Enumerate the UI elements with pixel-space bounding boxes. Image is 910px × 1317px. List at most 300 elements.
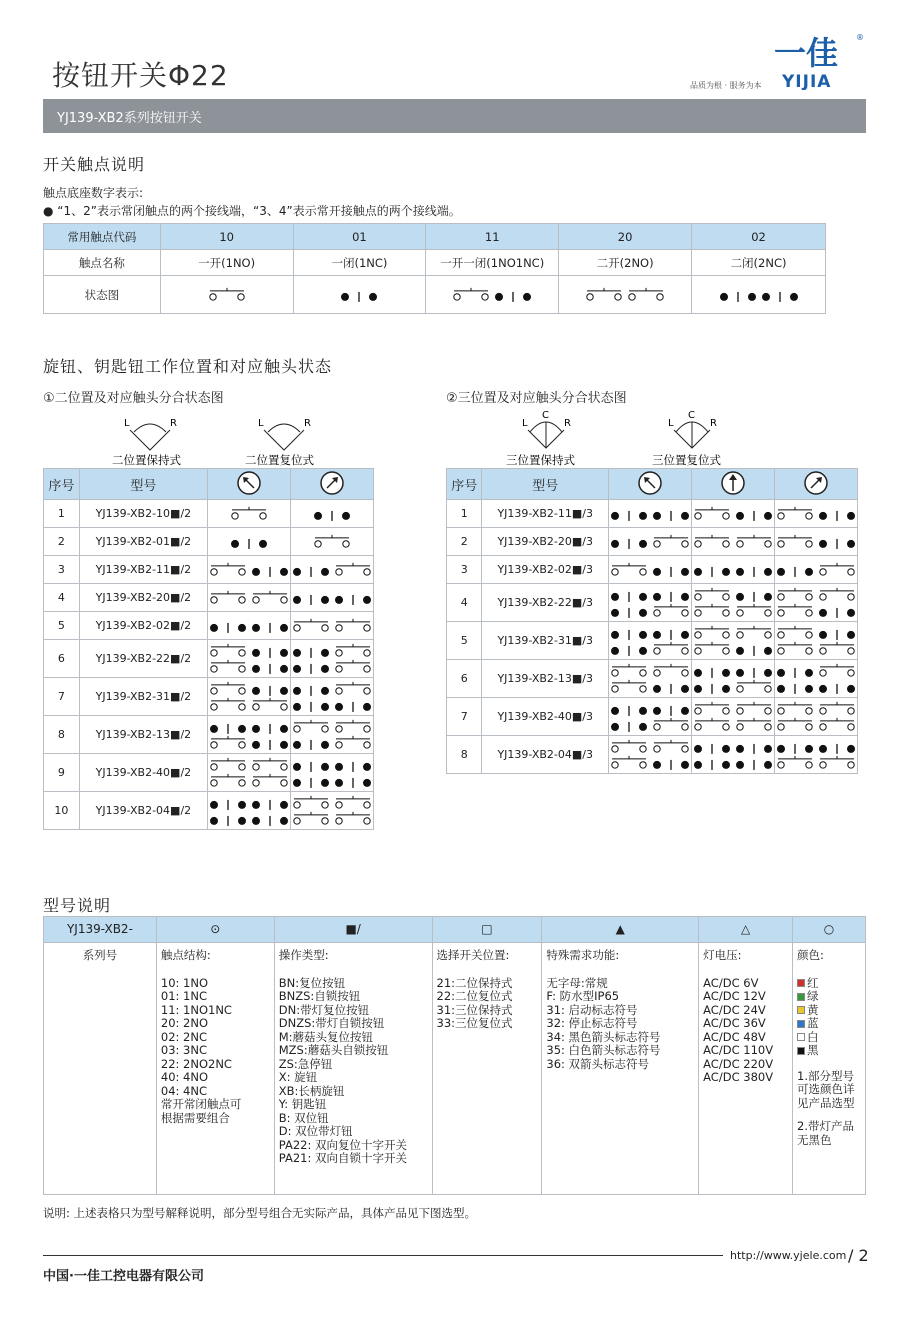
- open-contact-symbol: [695, 506, 729, 518]
- color-swatch: [797, 1006, 805, 1014]
- open-contact-symbol: [211, 697, 245, 709]
- contacts-bullet: ● “1、2”表示常闭触点的两个接线端，“3、4”表示常开接触点的两个接线端。: [43, 204, 461, 218]
- open-contact-symbol: [737, 701, 771, 713]
- state-cell: [290, 792, 373, 830]
- open-contact-symbol: [336, 562, 370, 574]
- contact-code: 02: [692, 224, 826, 250]
- closed-contact-symbol: [314, 510, 350, 520]
- contact-state-diagram: [229, 504, 269, 524]
- state-cell: [608, 622, 691, 660]
- contact-state-diagram: [609, 661, 691, 697]
- list-item: 常开常闭触点可: [160, 1097, 242, 1111]
- closed-contact-symbol: [653, 683, 689, 693]
- table-row: [447, 660, 858, 698]
- open-contact-symbol: [778, 506, 812, 518]
- list-item: ZS:急停钮: [278, 1056, 333, 1071]
- contact-state-diagram: [609, 532, 691, 552]
- closed-contact-symbol: [210, 622, 246, 632]
- model-heading: 型号说明: [43, 896, 112, 915]
- contact-state-diagram: [718, 285, 800, 305]
- open-contact-symbol: [336, 795, 370, 807]
- two-pos-diagram: [100, 410, 340, 468]
- closed-contact-symbol: [736, 667, 772, 677]
- closed-contact-symbol: [611, 645, 647, 655]
- state-cell: [774, 736, 857, 774]
- state-cell: [608, 584, 691, 622]
- closed-contact-symbol: [777, 667, 813, 677]
- list-item: AC/DC 48V: [703, 1029, 766, 1044]
- contact-state-diagram: [609, 623, 691, 659]
- contact-state-diagram: [692, 504, 774, 524]
- contacts-intro: 触点底座数字表示:: [43, 186, 144, 200]
- state-cell: [774, 622, 857, 660]
- closed-contact-symbol: [777, 566, 813, 576]
- open-contact-symbol: [778, 587, 812, 599]
- table-row: [44, 678, 374, 716]
- model-symbol: △: [699, 917, 793, 943]
- closed-contact-symbol: [252, 647, 288, 657]
- closed-contact-symbol: [653, 629, 689, 639]
- open-contact-symbol: [654, 717, 688, 729]
- list-item: XB:长柄旋钮: [278, 1083, 345, 1098]
- closed-contact-symbol: [252, 799, 288, 809]
- pos-label: L: [522, 418, 528, 429]
- rotary-heading: 旋钮、钥匙钮工作位置和对应触头状态: [43, 357, 333, 376]
- list-item: Y: 钥匙钮: [278, 1097, 327, 1111]
- list-item: 31: 启动标志符号: [546, 1002, 638, 1017]
- contact-structure-cell: [156, 943, 274, 1195]
- open-contact-symbol: [336, 811, 370, 823]
- list-item: 36: 双箭头标志符号: [546, 1056, 650, 1071]
- contact-state-diagram: [609, 585, 691, 621]
- pos-label: L: [668, 418, 674, 429]
- row-label: 常用触点代码: [44, 224, 161, 250]
- contact-name: 一开一闭(1NO1NC): [426, 250, 559, 276]
- row-number: 7: [44, 678, 80, 716]
- closed-contact-symbol: [611, 591, 647, 601]
- contact-state-diagram: [208, 717, 290, 753]
- closed-contact-symbol: [653, 759, 689, 769]
- pos-label: R: [710, 418, 717, 429]
- table-row: [447, 556, 858, 584]
- list-item: M:蘑菇头复位按钮: [278, 1029, 374, 1044]
- open-contact-symbol: [737, 679, 771, 691]
- open-contact-symbol: [336, 659, 370, 671]
- list-item: 21:二位保持式: [436, 975, 513, 990]
- open-contact-symbol: [654, 603, 688, 615]
- open-contact-symbol: [695, 625, 729, 637]
- series-cell: 系列号: [44, 943, 157, 1195]
- open-contact-symbol: [654, 739, 688, 751]
- open-contact-symbol: [211, 773, 245, 785]
- closed-contact-symbol: [819, 743, 855, 753]
- closed-contact-symbol: [252, 815, 288, 825]
- contact-state-diagram: [609, 560, 691, 580]
- open-contact-symbol: [737, 534, 771, 546]
- contact-code: 01: [293, 224, 426, 250]
- brand-logo: [752, 32, 864, 90]
- cell-title: 操作类型:: [278, 948, 329, 962]
- closed-contact-symbol: [252, 685, 288, 695]
- pos-label: L: [258, 418, 264, 429]
- contact-state-diagram: [291, 717, 373, 753]
- row-number: 8: [447, 736, 482, 774]
- open-contact-symbol: [294, 719, 328, 731]
- list-item: 11: 1NO1NC: [160, 1002, 232, 1017]
- list-item: BN:复位按钮: [278, 975, 346, 990]
- pos-label: R: [564, 418, 571, 429]
- list-item: AC/DC 36V: [703, 1016, 766, 1030]
- closed-contact-symbol: [653, 705, 689, 715]
- closed-contact-symbol: [819, 538, 855, 548]
- state-cell: [691, 584, 774, 622]
- open-contact-symbol: [778, 625, 812, 637]
- open-contact-symbol: [253, 773, 287, 785]
- closed-contact-symbol: [293, 663, 329, 673]
- contact-state-diagram: [775, 560, 857, 580]
- open-contact-symbol: [612, 755, 646, 767]
- row-number: 2: [447, 528, 482, 556]
- closed-contact-symbol: [252, 663, 288, 673]
- table-row: [447, 584, 858, 622]
- three-position-table: [446, 468, 858, 774]
- color-option: 黄: [797, 1004, 861, 1018]
- contact-state-diagram: [291, 755, 373, 791]
- closed-contact-symbol: [335, 761, 371, 771]
- open-contact-symbol: [253, 697, 287, 709]
- color-swatch: [797, 1020, 805, 1028]
- state-cell: [774, 500, 857, 528]
- color-swatch: [797, 979, 805, 987]
- knob-center-icon: [691, 469, 774, 500]
- model-symbol: ▲: [542, 917, 699, 943]
- list-item: 32: 停止标志符号: [546, 1016, 638, 1030]
- list-item: 20: 2NO: [160, 1016, 209, 1030]
- state-cell: [207, 678, 290, 716]
- contact-state-diagram: [291, 560, 373, 580]
- list-item: 10: 1NO: [160, 975, 209, 990]
- state-cell: [691, 736, 774, 774]
- registered-mark: ®: [856, 33, 864, 42]
- open-contact-symbol: [253, 590, 287, 602]
- closed-contact-symbol: [736, 645, 772, 655]
- pos-label: R: [170, 418, 177, 429]
- list-item: 03: 3NC: [160, 1043, 207, 1057]
- contact-state-diagram: [451, 285, 533, 305]
- open-contact-symbol: [695, 717, 729, 729]
- contact-name: 二开(2NO): [559, 250, 692, 276]
- open-contact-symbol: [820, 562, 854, 574]
- series-banner: YJ139-XB2系列按钮开关: [43, 99, 866, 133]
- contact-state: [559, 276, 692, 314]
- row-number: 2: [44, 528, 80, 556]
- closed-contact-symbol: [694, 566, 730, 576]
- open-contact-symbol: [209, 287, 243, 299]
- list-item: F: 防水型IP65: [546, 989, 620, 1003]
- closed-contact-symbol: [611, 721, 647, 731]
- open-contact-symbol: [695, 641, 729, 653]
- open-contact-symbol: [294, 795, 328, 807]
- contact-state-diagram: [775, 623, 857, 659]
- state-cell: [691, 622, 774, 660]
- volt-lines: [703, 977, 788, 1085]
- state-cell: [290, 678, 373, 716]
- open-contact-symbol: [654, 663, 688, 675]
- list-item: 40: 4NO: [160, 1070, 209, 1084]
- two-pos-title: ①二位置及对应触头分合状态图: [43, 391, 224, 406]
- open-contact-symbol: [654, 641, 688, 653]
- list-item: 31:三位保持式: [436, 1002, 513, 1017]
- state-cell: [608, 660, 691, 698]
- open-contact-symbol: [211, 643, 245, 655]
- open-contact-symbol: [211, 735, 245, 747]
- state-cell: [608, 528, 691, 556]
- open-contact-symbol: [315, 534, 349, 546]
- pos-type-label: 三位置复位式: [652, 453, 721, 467]
- row-number: 3: [44, 556, 80, 584]
- state-cell: [290, 754, 373, 792]
- closed-contact-symbol: [293, 566, 329, 576]
- open-contact-symbol: [820, 587, 854, 599]
- model-code: YJ139-XB2-20■/3: [482, 528, 609, 556]
- footnote: 说明: 上述表格只为型号解释说明，部分型号组合无实际产品，具体产品见下图选型。: [43, 1206, 477, 1220]
- table-row: [447, 622, 858, 660]
- open-contact-symbol: [778, 717, 812, 729]
- list-item: 22:二位复位式: [436, 989, 513, 1003]
- table-row: [44, 556, 374, 584]
- open-contact-symbol: [778, 755, 812, 767]
- color-note: 1.部分型号可选颜色详见产品选型: [797, 1068, 855, 1110]
- closed-contact-symbol: [335, 777, 371, 787]
- open-contact-symbol: [612, 663, 646, 675]
- contact-state-diagram: [775, 661, 857, 697]
- state-cell: [691, 556, 774, 584]
- list-item: DN:带灯复位按钮: [278, 1002, 370, 1017]
- list-item: BNZS:自锁按钮: [278, 989, 361, 1003]
- closed-contact-symbol: [653, 591, 689, 601]
- open-contact-symbol: [737, 625, 771, 637]
- open-contact-symbol: [587, 287, 621, 299]
- contact-state-diagram: [291, 679, 373, 715]
- open-contact-symbol: [612, 739, 646, 751]
- contact-state-diagram: [312, 504, 352, 524]
- list-item: 无字母:常规: [546, 975, 608, 990]
- closed-contact-symbol: [341, 291, 377, 301]
- model-code: YJ139-XB2-02■/2: [79, 612, 207, 640]
- state-cell: [691, 698, 774, 736]
- contact-state-diagram: [775, 504, 857, 524]
- model-code: YJ139-XB2-13■/3: [482, 660, 609, 698]
- open-contact-symbol: [695, 587, 729, 599]
- contact-state-diagram: [208, 616, 290, 636]
- row-label: 触点名称: [44, 250, 161, 276]
- open-contact-symbol: [336, 719, 370, 731]
- state-cell: [207, 640, 290, 678]
- state-cell: [691, 528, 774, 556]
- open-contact-symbol: [253, 757, 287, 769]
- closed-contact-symbol: [653, 510, 689, 520]
- state-cell: [691, 660, 774, 698]
- open-contact-symbol: [695, 701, 729, 713]
- closed-contact-symbol: [736, 743, 772, 753]
- state-cell: [774, 528, 857, 556]
- table-row: [447, 736, 858, 774]
- state-cell: [290, 500, 373, 528]
- contact-state: [692, 276, 826, 314]
- list-item: DNZS:带灯自锁按钮: [278, 1016, 385, 1030]
- open-contact-symbol: [612, 562, 646, 574]
- list-item: PA21: 双向自锁十字开关: [278, 1151, 407, 1165]
- row-number: 5: [447, 622, 482, 660]
- page-title: 按钮开关Φ22: [52, 59, 229, 92]
- spec-lines: [546, 977, 694, 1072]
- cell-title: 灯电压:: [703, 948, 742, 962]
- footer-divider: [43, 1255, 723, 1256]
- model-code: YJ139-XB2-40■/3: [482, 698, 609, 736]
- color-note: 2.带灯产品无黑色: [797, 1119, 855, 1147]
- contact-state: [426, 276, 559, 314]
- list-item: AC/DC 220V: [703, 1056, 774, 1071]
- cell-title: 选择开关位置:: [436, 948, 510, 962]
- open-contact-symbol: [294, 618, 328, 630]
- state-cell: [608, 500, 691, 528]
- lamp-voltage-cell: [699, 943, 793, 1195]
- model-code: YJ139-XB2-40■/2: [79, 754, 207, 792]
- closed-contact-symbol: [611, 538, 647, 548]
- closed-contact-symbol: [819, 629, 855, 639]
- table-row: [44, 584, 374, 612]
- pos-type-label: 二位置复位式: [245, 453, 314, 467]
- knob-right-icon: [774, 469, 857, 500]
- open-contact-symbol: [336, 681, 370, 693]
- list-item: X: 旋钮: [278, 1070, 318, 1084]
- table-row: [44, 792, 374, 830]
- contact-name: 一开(1NO): [160, 250, 293, 276]
- model-code: YJ139-XB2-31■/2: [79, 678, 207, 716]
- row-number: 5: [44, 612, 80, 640]
- two-position-table: [43, 468, 374, 830]
- contact-code: 20: [559, 224, 692, 250]
- open-contact-symbol: [211, 659, 245, 671]
- open-contact-symbol: [454, 287, 488, 299]
- state-cell: [290, 640, 373, 678]
- cell-title: 颜色:: [797, 948, 824, 962]
- open-contact-symbol: [211, 681, 245, 693]
- closed-contact-symbol: [819, 683, 855, 693]
- open-contact-symbol: [294, 811, 328, 823]
- closed-contact-symbol: [335, 701, 371, 711]
- closed-contact-symbol: [495, 291, 531, 301]
- open-contact-symbol: [654, 534, 688, 546]
- closed-contact-symbol: [293, 594, 329, 604]
- closed-contact-symbol: [293, 761, 329, 771]
- state-cell: [608, 698, 691, 736]
- company-name: 中国·一佳工控电器有限公司: [43, 1269, 204, 1284]
- operation-type-cell: [274, 943, 432, 1195]
- knob-right-icon: [290, 469, 373, 500]
- col-model: 型号: [482, 469, 609, 500]
- open-contact-symbol: [737, 717, 771, 729]
- contact-lines: [161, 977, 270, 1126]
- contact-state-diagram: [775, 532, 857, 552]
- closed-contact-symbol: [819, 607, 855, 617]
- list-item: 35: 白色箭头标志符号: [546, 1043, 661, 1057]
- pos-lines: [437, 977, 538, 1031]
- model-code: YJ139-XB2-04■/2: [79, 792, 207, 830]
- model-code: YJ139-XB2-13■/2: [79, 716, 207, 754]
- contact-state-diagram: [312, 532, 352, 552]
- row-label: 状态图: [44, 276, 161, 314]
- list-item: AC/DC 110V: [703, 1043, 774, 1057]
- open-contact-symbol: [778, 603, 812, 615]
- color-option: 蓝: [797, 1017, 861, 1031]
- model-code: YJ139-XB2-11■/3: [482, 500, 609, 528]
- open-contact-symbol: [820, 717, 854, 729]
- model-code: YJ139-XB2-01■/2: [79, 528, 207, 556]
- open-contact-symbol: [211, 562, 245, 574]
- state-cell: [774, 584, 857, 622]
- model-symbol: ⊙: [156, 917, 274, 943]
- contact-state-diagram: [584, 285, 666, 305]
- contact-state-diagram: [208, 588, 290, 608]
- col-model: 型号: [79, 469, 207, 500]
- closed-contact-symbol: [611, 705, 647, 715]
- contact-state-diagram: [692, 661, 774, 697]
- closed-contact-symbol: [819, 510, 855, 520]
- color-swatch: [797, 1033, 805, 1041]
- page-number: / 2: [848, 1246, 869, 1265]
- closed-contact-symbol: [252, 723, 288, 733]
- contact-state-diagram: [208, 641, 290, 677]
- contact-state-diagram: [291, 588, 373, 608]
- open-contact-symbol: [211, 590, 245, 602]
- closed-contact-symbol: [762, 291, 798, 301]
- closed-contact-symbol: [252, 622, 288, 632]
- open-contact-symbol: [695, 534, 729, 546]
- closed-contact-symbol: [736, 566, 772, 576]
- list-item: MZS:蘑菇头自锁按钮: [278, 1043, 389, 1057]
- state-cell: [207, 754, 290, 792]
- state-cell: [207, 584, 290, 612]
- closed-contact-symbol: [736, 591, 772, 601]
- state-cell: [774, 660, 857, 698]
- state-cell: [290, 528, 373, 556]
- logo-main-text: 一佳: [774, 34, 839, 72]
- open-contact-symbol: [820, 663, 854, 675]
- color-option: 绿: [797, 990, 861, 1004]
- list-item: 33:三位复位式: [436, 1016, 513, 1030]
- contact-state-diagram: [692, 623, 774, 659]
- row-number: 1: [447, 500, 482, 528]
- cell-title: 特殊需求功能:: [546, 948, 620, 962]
- closed-contact-symbol: [210, 799, 246, 809]
- color-cell: [793, 943, 866, 1195]
- model-code: YJ139-XB2-04■/3: [482, 736, 609, 774]
- pos-label: R: [304, 418, 311, 429]
- contact-state: [293, 276, 426, 314]
- contact-state-diagram: [609, 737, 691, 773]
- model-code: YJ139-XB2-10■/2: [79, 500, 207, 528]
- logo-sub-text: YIJIA: [782, 72, 832, 90]
- row-number: 9: [44, 754, 80, 792]
- closed-contact-symbol: [777, 683, 813, 693]
- color-swatch: [797, 993, 805, 1001]
- contact-state-diagram: [692, 737, 774, 773]
- closed-contact-symbol: [736, 510, 772, 520]
- contact-state-diagram: [692, 560, 774, 580]
- contact-table: [43, 223, 826, 314]
- website-link[interactable]: http://www.yjele.com: [730, 1249, 847, 1262]
